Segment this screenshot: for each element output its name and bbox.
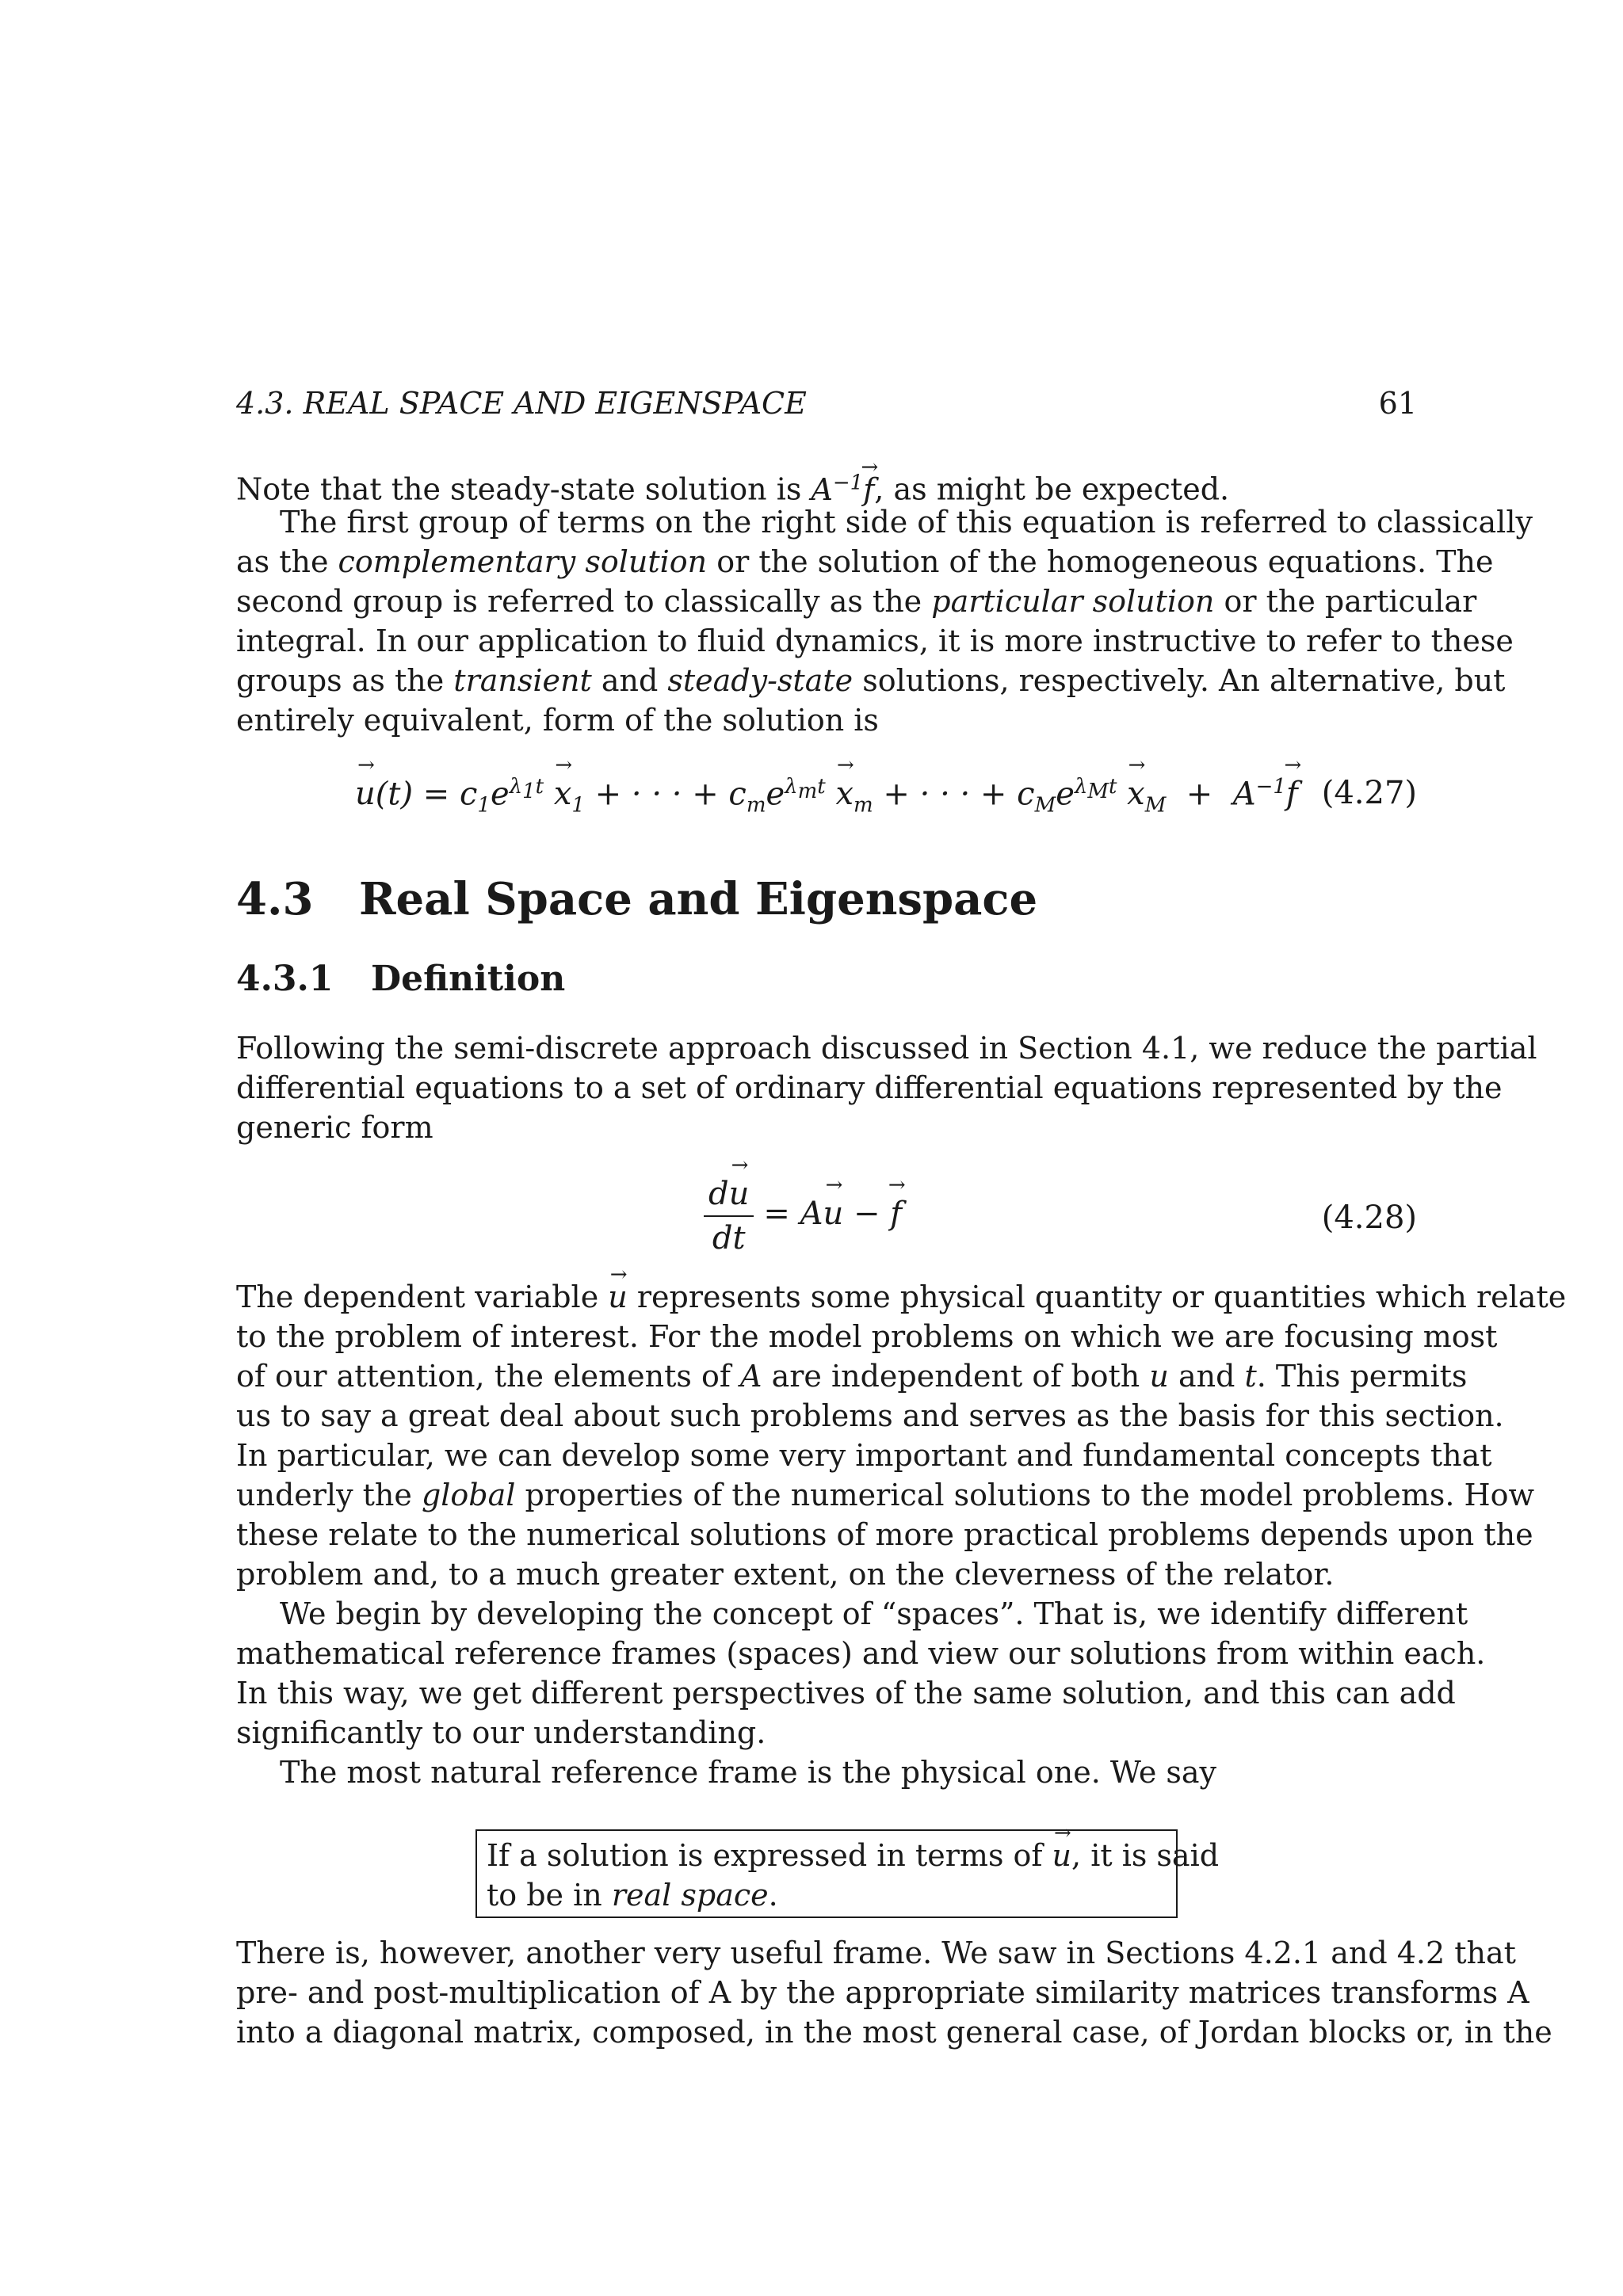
equation-4-27 [236, 775, 1417, 838]
text-line: In this way, we get different perspectives of the same solution, and this can add [236, 1676, 1456, 1711]
text-line: mathematical reference frames (spaces) and view our solutions from within each. [236, 1636, 1486, 1671]
text-line: of our attention, the elements of A are independent of both u and t. This permits [236, 1359, 1468, 1394]
text-line: pre- and post-multiplication of A by the appropriate similarity matrices transforms A [236, 1975, 1529, 2010]
text-line: differential equations to a set of ordinary differential equations represented by the [236, 1070, 1503, 1105]
text-line: generic form [236, 1110, 433, 1145]
subsection-heading: 4.3.1 Definition [236, 959, 566, 999]
text-line: The most natural reference frame is the physical one. We say [280, 1755, 1217, 1790]
equation-number: (4.27) [1321, 775, 1417, 811]
text-line: second group is referred to classically as the particular solution or the particular [236, 584, 1477, 619]
text-line: these relate to the numerical solutions of more practical problems depends upon the [236, 1517, 1533, 1552]
paragraph-another-frame [236, 1933, 1552, 2052]
intro-paragraph [236, 463, 1533, 740]
paragraph-definition [236, 1028, 1537, 1147]
text-line: groups as the transient and steady-state solutions, respectively. An alternative, but [236, 663, 1506, 698]
equation-number: (4.28) [1321, 1199, 1417, 1236]
text-line: integral. In our application to fluid dynamics, it is more instructive to refer to these [236, 624, 1514, 658]
text-line: If a solution is expressed in terms of u →, it is said [487, 1836, 1167, 1875]
definition-box [475, 1829, 1220, 1918]
running-title: 4.3. REAL SPACE AND EIGENSPACE [236, 386, 807, 421]
paragraph-spaces [236, 1594, 1486, 1753]
section-heading: 4.3 Real Space and Eigenspace [236, 873, 1038, 925]
running-header [236, 383, 1417, 423]
equation-body: $\frac{du \to}{dt}$ = Au → − f → [704, 1176, 902, 1257]
text-line: In particular, we can develop some very important and fundamental concepts that [236, 1438, 1492, 1473]
page-number: 61 [1378, 386, 1417, 421]
paragraph-natural-frame [236, 1753, 1417, 1792]
text-line: significantly to our understanding. [236, 1715, 766, 1750]
text-line: problem and, to a much greater extent, on the cleverness of the relator. [236, 1557, 1335, 1592]
text-line: underly the global properties of the numerical solutions to the model problems. How [236, 1478, 1535, 1512]
text-line: to be in real space. [487, 1878, 778, 1913]
equation-4-28 [236, 1176, 1417, 1263]
math-inline: $A^{-1}f$ → [811, 472, 874, 507]
text-line: into a diagonal matrix, composed, in the most general case, of Jordan blocks or, in the [236, 2015, 1552, 2050]
text-line: The first group of terms on the right side of this equation is referred to classically [280, 505, 1533, 540]
text-line: as the complementary solution or the solution of the homogeneous equations. The [236, 544, 1494, 579]
text-line: to the problem of interest. For the model problems on which we are focusing most [236, 1319, 1498, 1354]
equation-body: $u \to(t) = c_1e^{\lambda_1t}$ $x \to_1$ + · · · + $c_me^{\lambda_mt}$ $x \to_m$ + · · · + $c_Me^{\lambda_Mt}$ $x \to_M + A^{-1}f$ → [355, 775, 1298, 817]
text-line: Note that the steady-state solution is $A^{-1}f$ →, as might be expected. [236, 463, 1417, 502]
paragraph-dependent-variable [236, 1277, 1567, 1594]
text-line: The dependent variable u → represents some physical quantity or quantities which relate [236, 1277, 1417, 1317]
text-line: entirely equivalent, form of the solution is [236, 703, 879, 738]
text-line: Following the semi-discrete approach discussed in Section 4.1, we reduce the partial [236, 1031, 1537, 1066]
text-line: us to say a great deal about such problems and serves as the basis for this section. [236, 1398, 1504, 1433]
text-line: We begin by developing the concept of “spaces”. That is, we identify different [280, 1596, 1468, 1631]
text-line: There is, however, another very useful frame. We saw in Sections 4.2.1 and 4.2 that [236, 1936, 1516, 1970]
